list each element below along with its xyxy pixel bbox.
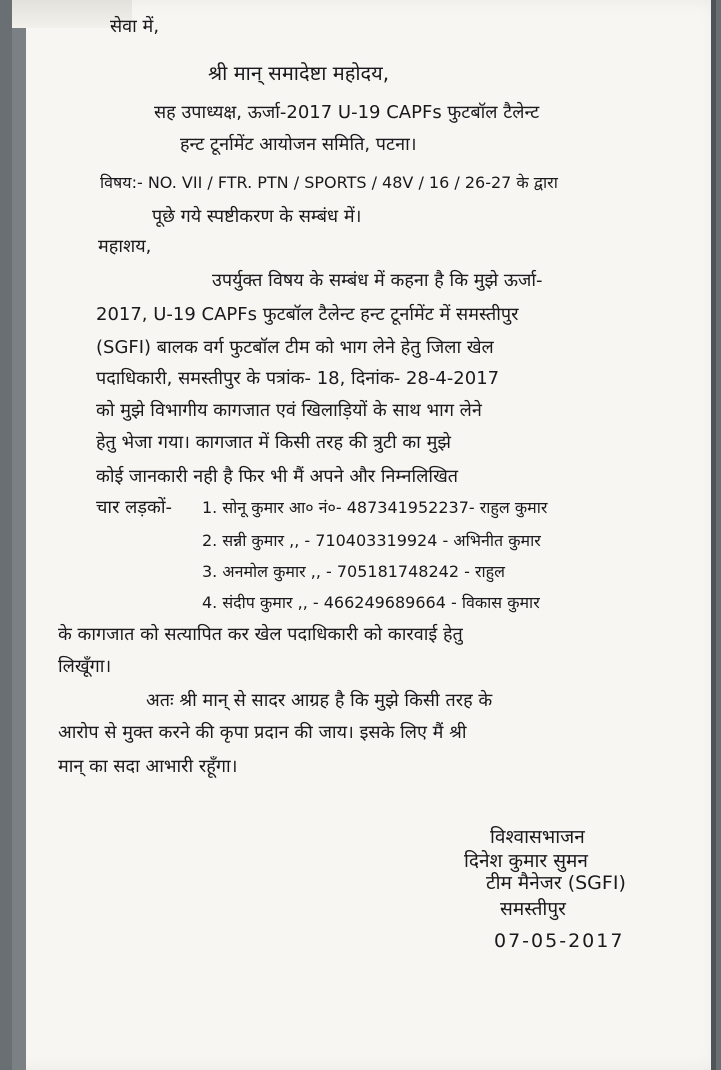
letter-page (12, 0, 716, 1070)
closing-line: अतः श्री मान् से सादर आग्रह है कि मुझे किसी तरह के (146, 690, 493, 711)
body-line: 2017, U-19 CAPFs फुटबॉल टैलेन्ट हन्ट टूर्नामेंट में समस्तीपुर (96, 304, 519, 325)
addressee-line-2: सह उपाध्यक्ष, ऊर्जा-2017 U-19 CAPFs फुटबॉल टैलेन्ट (154, 102, 540, 123)
body-line: चार लड़कों- (96, 497, 172, 518)
page-edge-right (711, 0, 716, 1070)
player-row: 1. सोनू कुमार आ० नं०- 487341952237- राहुल कुमार (202, 498, 548, 517)
salutation-to: सेवा में, (110, 16, 160, 37)
closing-line: आरोप से मुक्त करने की कृपा प्रदान की जाय। इसके लिए मैं श्री (58, 722, 467, 743)
addressee-line-3: हन्ट टूर्नामेंट आयोजन समिति, पटना। (180, 134, 417, 155)
body-line: उपर्युक्त विषय के सम्बंध में कहना है कि मुझे ऊर्जा- (212, 270, 543, 291)
body-line: पदाधिकारी, समस्तीपुर के पत्रांक- 18, दिनांक- 28-4-2017 (96, 368, 500, 389)
signature-name: दिनेश कुमार सुमन (464, 850, 588, 872)
body-line: को मुझे विभागीय कागजात एवं खिलाड़ियों के साथ भाग लेने (96, 400, 482, 421)
signature-designation: टीम मैनेजर (SGFI) (486, 872, 626, 894)
signature-place: समस्तीपुर (500, 898, 566, 920)
signature-date: 07-05-2017 (494, 930, 625, 952)
subject-line-2: पूछे गये स्पष्टीकरण के सम्बंध में। (152, 206, 362, 227)
after-list-line: लिखूँगा। (58, 656, 112, 677)
after-list-line: के कागजात को सत्यापित कर खेल पदाधिकारी को कारवाई हेतु (58, 624, 463, 645)
player-row: 4. संदीप कुमार ,, - 466249689664 - विकास कुमार (202, 593, 540, 612)
closing-line: मान् का सदा आभारी रहूँगा। (58, 756, 238, 777)
body-line: हेतु भेजा गया। कागजात में किसी तरह की त्रुटी का मुझे (96, 432, 451, 453)
signature-line: विश्वासभाजन (490, 826, 585, 848)
greeting: महाशय, (98, 236, 152, 257)
player-row: 3. अनमोल कुमार ,, - 705181748242 - राहुल (202, 562, 505, 581)
body-line: (SGFI) बालक वर्ग फुटबॉल टीम को भाग लेने हेतु जिला खेल (96, 337, 494, 358)
addressee-line-1: श्री मान् समादेष्टा महोदय, (208, 61, 390, 85)
player-row: 2. सन्नी कुमार ,, - 710403319924 - अभिनीत कुमार (202, 531, 541, 550)
subject-line-1: विषय:- NO. VII / FTR. PTN / SPORTS / 48V / 16 / 26-27 के द्वारा (100, 173, 558, 192)
page-edge-left (12, 0, 26, 1070)
body-line: कोई जानकारी नही है फिर भी मैं अपने और निम्नलिखित (96, 466, 459, 487)
